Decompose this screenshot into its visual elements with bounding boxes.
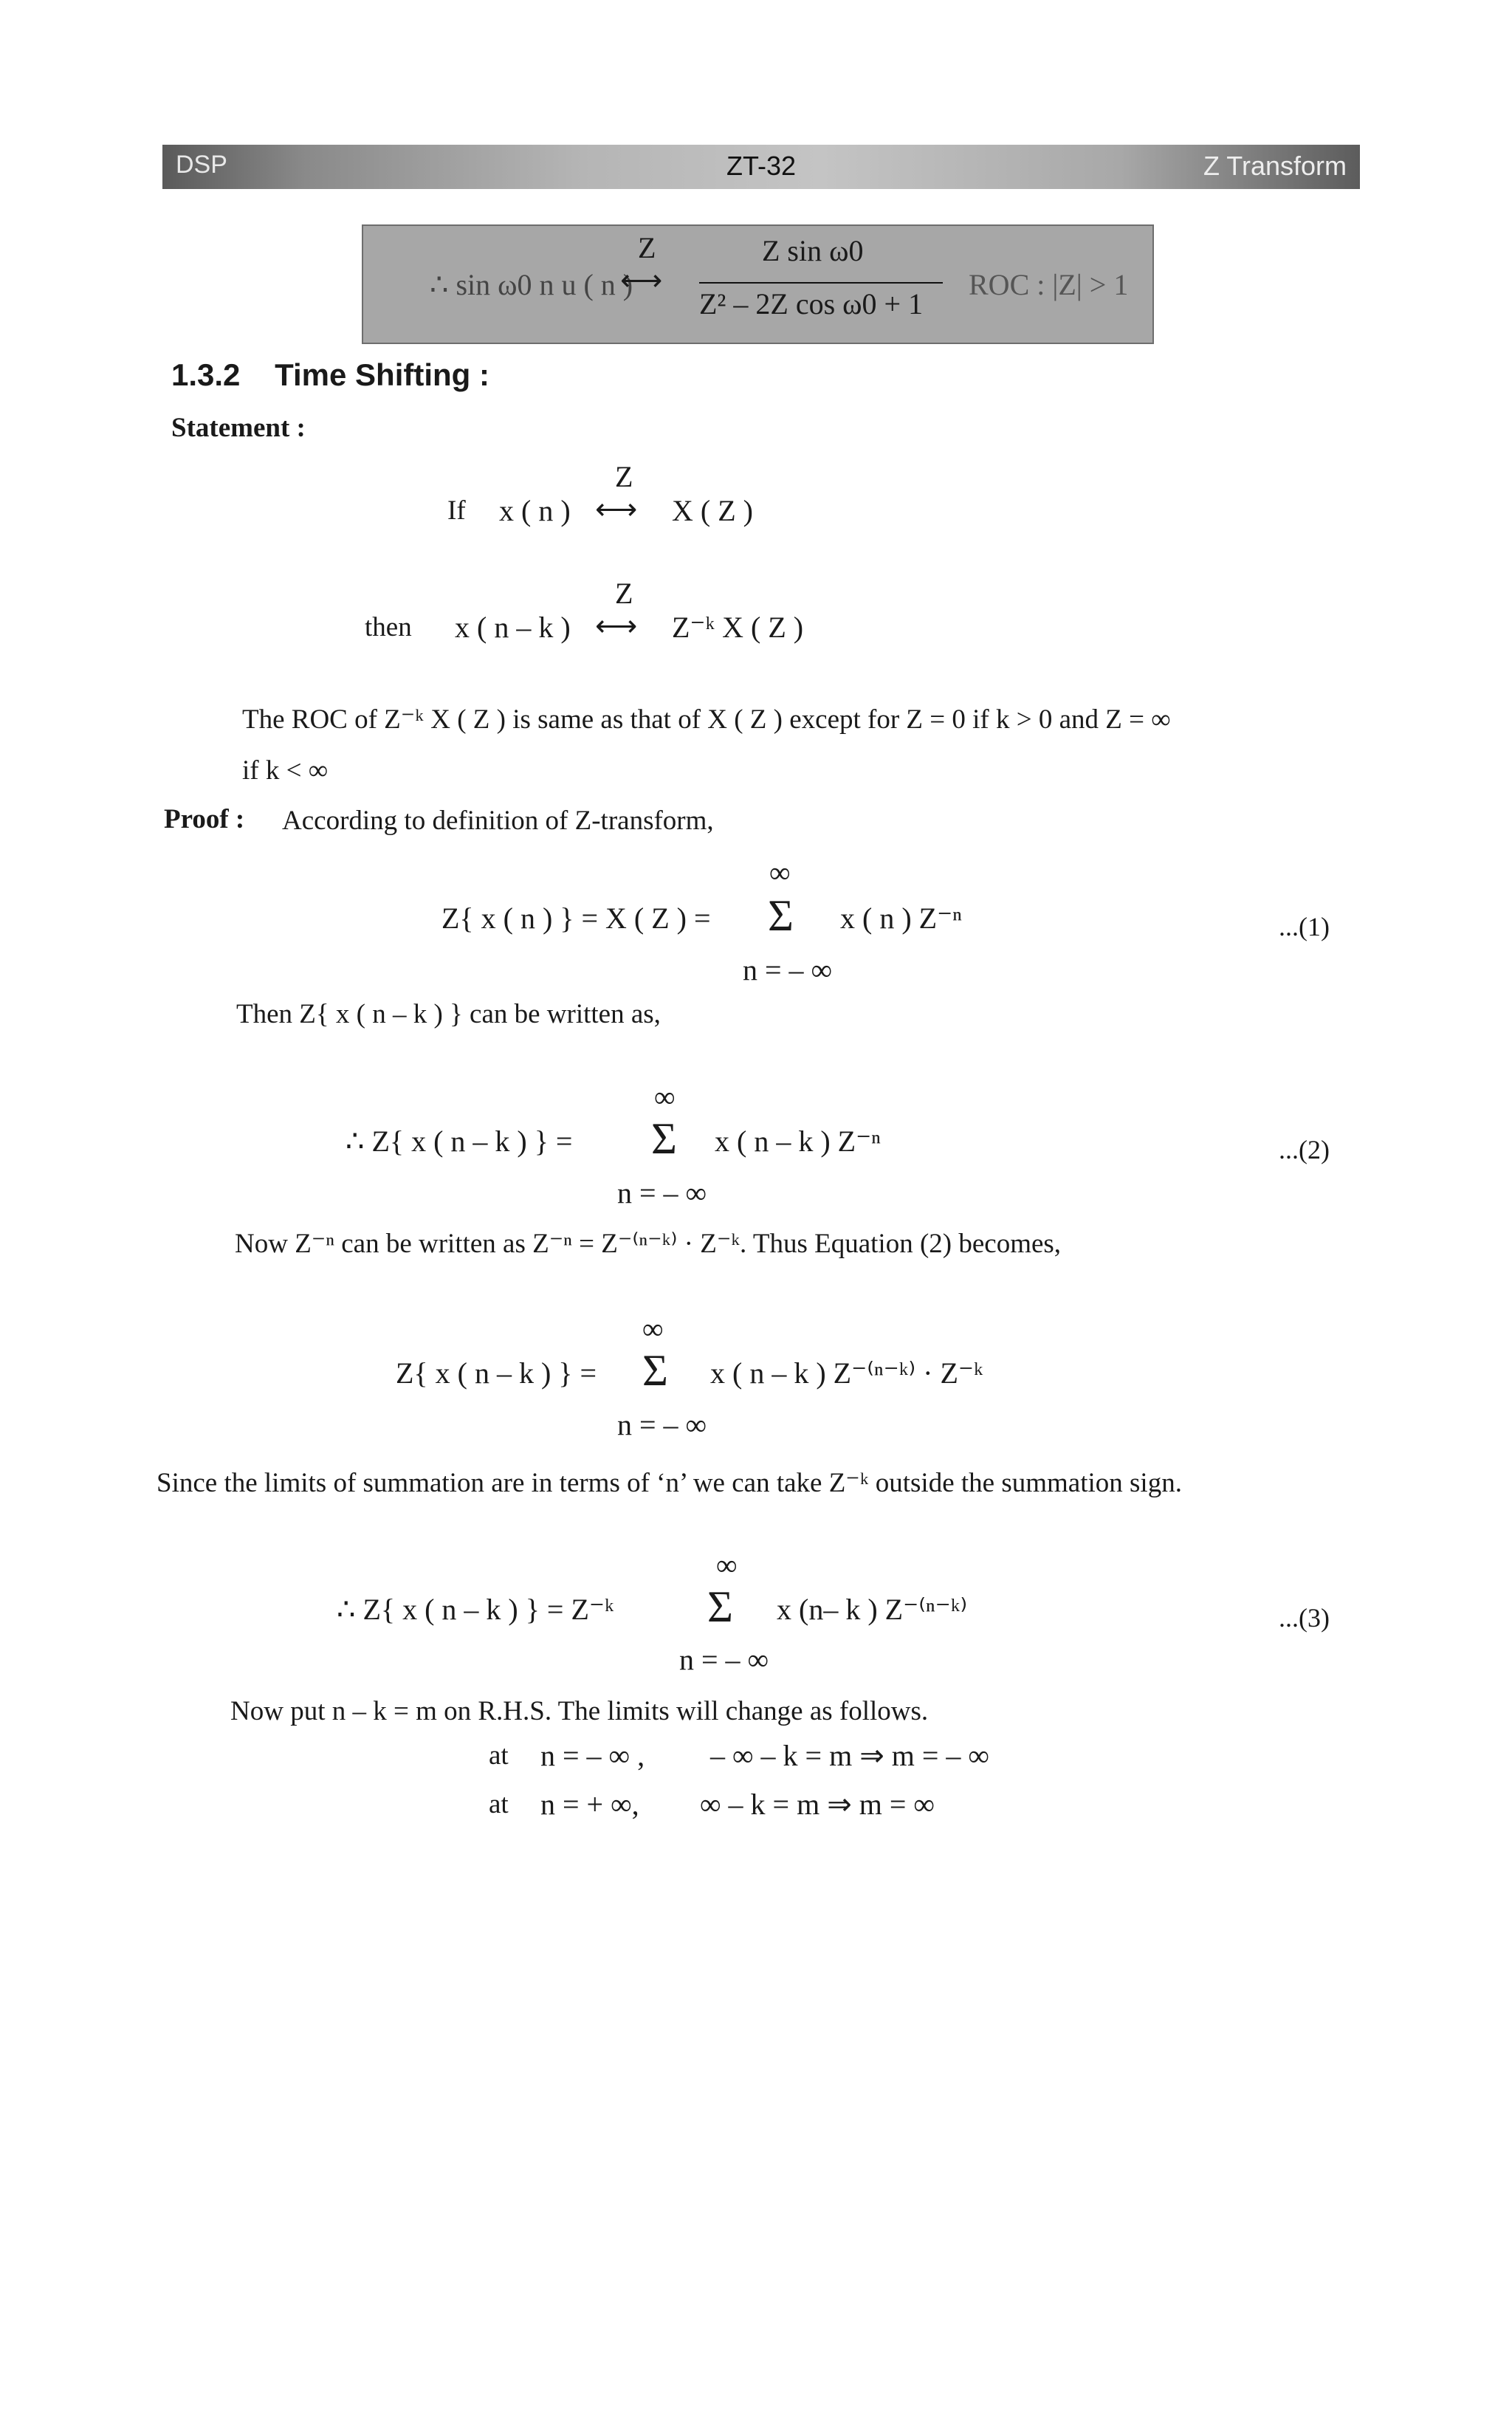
limit1-at: at xyxy=(489,1740,509,1771)
section-number: 1.3.2 xyxy=(171,357,241,392)
eq-mid-lower-limit: n = – ∞ xyxy=(617,1408,707,1441)
statement-line2-lhs: x ( n – k ) xyxy=(455,611,571,644)
eq1-lower-limit: n = – ∞ xyxy=(743,953,833,986)
statement-line2-prefix: then xyxy=(365,612,412,642)
eq2-term: x ( n – k ) Z⁻ⁿ xyxy=(715,1125,881,1158)
fraction-bar xyxy=(699,282,943,284)
eq3-lhs: ∴ Z{ x ( n – k ) } = Z⁻ᵏ xyxy=(337,1593,614,1626)
statement-line2-arrow: ⟷ xyxy=(595,609,638,642)
limit2-rhs: ∞ – k = m ⇒ m = ∞ xyxy=(700,1788,935,1821)
eq-mid-sigma: Σ xyxy=(642,1346,668,1395)
section-title: Time Shifting : xyxy=(275,357,489,392)
section-heading xyxy=(171,357,489,393)
eq2-lower-limit: n = – ∞ xyxy=(617,1176,707,1209)
statement-label: Statement : xyxy=(171,413,306,443)
formula-arrow: ⟷ xyxy=(620,264,663,297)
roc-statement-line1: The ROC of Z⁻ᵏ X ( Z ) is same as that of X ( Z ) except for Z = 0 if k > 0 and Z = ∞ xyxy=(242,704,1171,735)
eq3-upper-limit: ∞ xyxy=(716,1548,738,1582)
header-left: DSP xyxy=(176,151,227,179)
limit2-lhs: n = + ∞, xyxy=(540,1788,639,1821)
statement-line1-arrow-label: Z xyxy=(615,460,633,493)
eq3-number: ...(3) xyxy=(1279,1603,1330,1633)
statement-line1-prefix: If xyxy=(447,495,466,526)
eq1-lhs: Z{ x ( n ) } = X ( Z ) = xyxy=(441,902,711,935)
eq3-lower-limit: n = – ∞ xyxy=(679,1643,769,1676)
proof-intro: According to definition of Z-transform, xyxy=(282,806,714,836)
statement-line2-arrow-label: Z xyxy=(615,577,633,610)
statement-line1-arrow: ⟷ xyxy=(595,493,638,526)
eq1-number: ...(1) xyxy=(1279,912,1330,941)
header-right: Z Transform xyxy=(1203,151,1347,181)
eq1-term: x ( n ) Z⁻ⁿ xyxy=(840,902,962,935)
formula-arrow-label: Z xyxy=(638,231,656,264)
statement-line1-lhs: x ( n ) xyxy=(499,494,571,527)
eq2-sigma: Σ xyxy=(651,1114,677,1163)
statement-line1-rhs: X ( Z ) xyxy=(672,494,753,527)
eq1-upper-limit: ∞ xyxy=(769,856,791,889)
limit2-at: at xyxy=(489,1789,509,1819)
limit1-lhs: n = – ∞ , xyxy=(540,1739,645,1772)
eq-mid-upper-limit: ∞ xyxy=(642,1312,664,1345)
page-header xyxy=(162,145,1360,189)
page-number: ZT-32 xyxy=(726,151,797,181)
eq-mid-lhs: Z{ x ( n – k ) } = xyxy=(396,1356,597,1390)
eq3-term: x (n– k ) Z⁻⁽ⁿ⁻ᵏ⁾ xyxy=(777,1593,968,1626)
formula-numerator: Z sin ω0 xyxy=(762,234,864,267)
since-text: Since the limits of summation are in terms of ‘n’ we can take Z⁻ᵏ outside the summation sign. xyxy=(157,1468,1182,1498)
put-text: Now put n – k = m on R.H.S. The limits will change as follows. xyxy=(230,1696,929,1726)
then-text: Then Z{ x ( n – k ) } can be written as, xyxy=(236,999,661,1029)
formula-roc: ROC : |Z| > 1 xyxy=(969,268,1129,301)
eq1-sigma: Σ xyxy=(768,891,794,940)
eq2-lhs: ∴ Z{ x ( n – k ) } = xyxy=(346,1125,573,1158)
statement-line2-rhs: Z⁻ᵏ X ( Z ) xyxy=(672,611,804,644)
eq2-number: ...(2) xyxy=(1279,1135,1330,1164)
now-text: Now Z⁻ⁿ can be written as Z⁻ⁿ = Z⁻⁽ⁿ⁻ᵏ⁾ · Z⁻ᵏ. Thus Equation (2) becomes, xyxy=(235,1229,1062,1259)
roc-statement-line2: if k < ∞ xyxy=(242,755,329,786)
eq-mid-term: x ( n – k ) Z⁻⁽ⁿ⁻ᵏ⁾ · Z⁻ᵏ xyxy=(710,1356,983,1390)
proof-label: Proof : xyxy=(164,804,245,834)
formula-box xyxy=(362,224,1154,344)
formula-lhs: ∴ sin ω0 n u ( n ) xyxy=(430,268,633,301)
eq2-upper-limit: ∞ xyxy=(654,1080,676,1113)
limit1-rhs: – ∞ – k = m ⇒ m = – ∞ xyxy=(710,1739,989,1772)
formula-denominator: Z² – 2Z cos ω0 + 1 xyxy=(699,287,924,320)
eq3-sigma: Σ xyxy=(707,1582,733,1631)
